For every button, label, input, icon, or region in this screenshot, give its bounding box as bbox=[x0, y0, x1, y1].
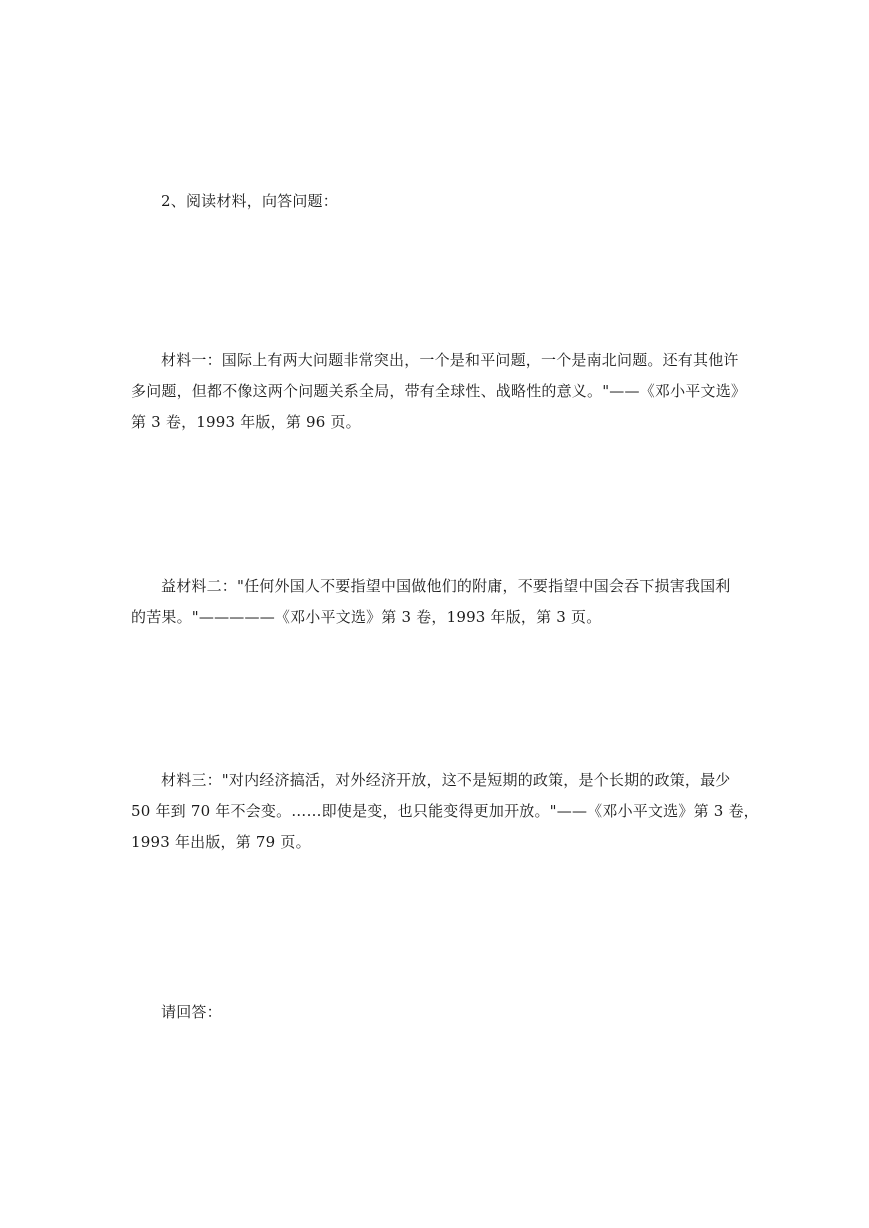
material-one-line: 多问题，但都不像这两个问题关系全局，带有全球性、战略性的意义。"——《邓小平文选》 bbox=[131, 382, 747, 400]
material-one bbox=[131, 345, 745, 438]
answer-prompt-text: 请回答： bbox=[161, 1003, 222, 1021]
material-one-line: 第 3 卷，1993 年版，第 96 页。 bbox=[131, 413, 361, 431]
material-two bbox=[131, 571, 745, 633]
material-three-line: 50 年到 70 年不会变。……即使是变，也只能变得更加开放。"——《邓小平文选》第 3 卷， bbox=[131, 802, 759, 820]
material-two-line: 的苦果。"—————《邓小平文选》第 3 卷，1993 年版，第 3 页。 bbox=[131, 608, 602, 626]
material-two-line: 益材料二："任何外国人不要指望中国做他们的附庸，不要指望中国会吞下损害我国利 bbox=[161, 577, 731, 595]
material-three-line: 材料三："对内经济搞活，对外经济开放，这不是短期的政策，是个长期的政策，最少 bbox=[161, 771, 731, 789]
question-title-text: 2、阅读材料，向答问题： bbox=[161, 192, 338, 210]
question-title bbox=[131, 186, 745, 217]
material-one-line: 材料一：国际上有两大问题非常突出，一个是和平问题，一个是南北问题。还有其他许 bbox=[161, 351, 739, 369]
material-three bbox=[131, 765, 759, 858]
material-three-line: 1993 年出版，第 79 页。 bbox=[131, 833, 311, 851]
answer-prompt bbox=[131, 997, 745, 1028]
